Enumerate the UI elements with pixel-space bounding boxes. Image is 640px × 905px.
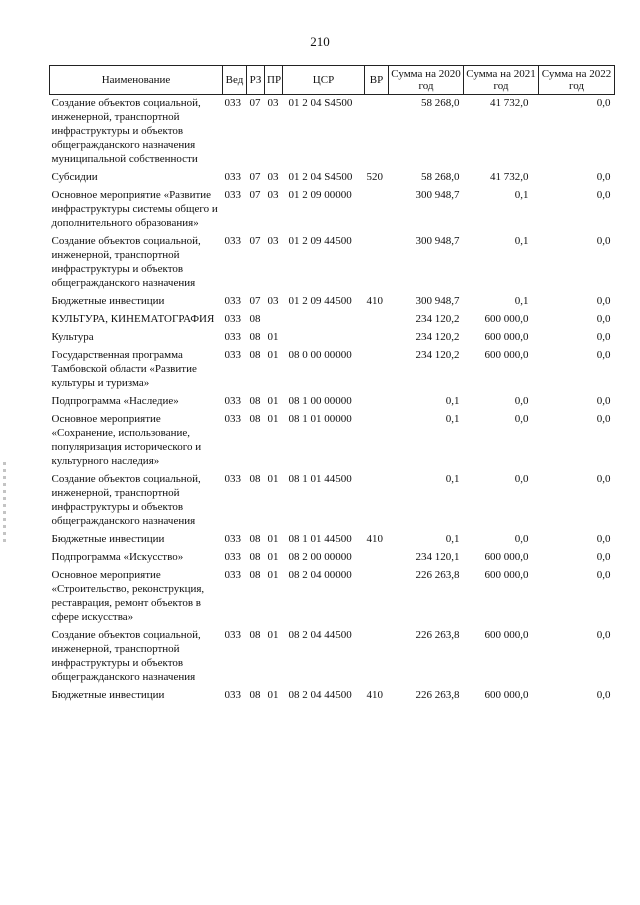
cell-vr bbox=[365, 311, 389, 329]
table-row bbox=[50, 347, 615, 393]
cell-sum-2020: 226 263,8 bbox=[415, 629, 460, 641]
cell-csr: 08 2 04 44500 bbox=[288, 629, 352, 641]
cell-sum-2021: 600 000,0 bbox=[484, 569, 529, 581]
cell-sum-2021: 600 000,0 bbox=[484, 629, 529, 641]
table-body bbox=[50, 95, 615, 706]
header-sum-2022: Сумма на 2022 год bbox=[539, 66, 615, 95]
cell-rz: 07 bbox=[249, 171, 261, 183]
cell-name: Создание объектов социальной, инженерной, транспортной инфраструктуры и объектов общегражданского назначения муниципальной собственности bbox=[51, 97, 201, 165]
cell-vr bbox=[365, 187, 389, 233]
cell-vr: 520 bbox=[366, 171, 383, 183]
cell-rz: 08 bbox=[249, 551, 261, 563]
cell-ved: 033 bbox=[224, 533, 241, 545]
table-row bbox=[50, 393, 615, 411]
cell-sum-2022: 0,0 bbox=[596, 551, 611, 563]
cell-vr bbox=[365, 549, 389, 567]
cell-rz: 08 bbox=[249, 629, 261, 641]
cell-rz: 08 bbox=[249, 313, 261, 325]
cell-csr: 08 1 00 00000 bbox=[288, 395, 352, 407]
cell-rz: 08 bbox=[249, 331, 261, 343]
header-sum-2020: Сумма на 2020 год bbox=[389, 66, 464, 95]
header-rz: РЗ bbox=[247, 66, 265, 95]
cell-pr: 01 bbox=[267, 331, 279, 343]
cell-pr: 03 bbox=[267, 295, 279, 307]
cell-sum-2022: 0,0 bbox=[596, 331, 611, 343]
cell-sum-2020: 234 120,1 bbox=[415, 551, 460, 563]
cell-name: Основное мероприятие «Развитие инфраструктуры системы общего и дополнительного образования» bbox=[51, 189, 218, 229]
cell-pr: 03 bbox=[267, 235, 279, 247]
table-row bbox=[50, 549, 615, 567]
cell-sum-2021: 41 732,0 bbox=[490, 97, 529, 109]
header-ved: Вед bbox=[223, 66, 247, 95]
cell-sum-2021: 600 000,0 bbox=[484, 689, 529, 701]
cell-sum-2021: 41 732,0 bbox=[490, 171, 529, 183]
cell-vr bbox=[365, 95, 389, 170]
cell-name: Бюджетные инвестиции bbox=[51, 533, 165, 545]
cell-rz: 08 bbox=[249, 689, 261, 701]
cell-sum-2021: 600 000,0 bbox=[484, 349, 529, 361]
cell-vr bbox=[365, 411, 389, 471]
cell-csr bbox=[283, 329, 365, 347]
cell-ved: 033 bbox=[224, 551, 241, 563]
cell-rz: 08 bbox=[249, 395, 261, 407]
cell-sum-2022: 0,0 bbox=[596, 569, 611, 581]
cell-name: Культура bbox=[51, 331, 94, 343]
cell-ved: 033 bbox=[224, 97, 241, 109]
table-row bbox=[50, 311, 615, 329]
header-sum-2021: Сумма на 2021 год bbox=[464, 66, 539, 95]
cell-sum-2021: 0,1 bbox=[514, 295, 529, 307]
cell-csr: 08 2 04 44500 bbox=[288, 689, 352, 701]
cell-sum-2020: 0,1 bbox=[445, 413, 460, 425]
cell-ved: 033 bbox=[224, 395, 241, 407]
cell-rz: 08 bbox=[249, 533, 261, 545]
cell-ved: 033 bbox=[224, 629, 241, 641]
table-row bbox=[50, 531, 615, 549]
cell-name: Бюджетные инвестиции bbox=[51, 689, 165, 701]
cell-sum-2022: 0,0 bbox=[596, 349, 611, 361]
cell-ved: 033 bbox=[224, 331, 241, 343]
cell-ved: 033 bbox=[224, 171, 241, 183]
table-header bbox=[50, 66, 615, 95]
budget-table bbox=[49, 65, 615, 705]
cell-name: Основное мероприятие «Сохранение, использование, популяризация исторического и культурного наследия» bbox=[51, 413, 202, 467]
table-row bbox=[50, 95, 615, 170]
cell-sum-2020: 0,1 bbox=[445, 473, 460, 485]
cell-sum-2020: 234 120,2 bbox=[415, 349, 460, 361]
cell-rz: 07 bbox=[249, 295, 261, 307]
table-row bbox=[50, 233, 615, 293]
cell-sum-2021: 0,1 bbox=[514, 189, 529, 201]
cell-sum-2020: 58 268,0 bbox=[421, 97, 460, 109]
cell-sum-2021: 600 000,0 bbox=[484, 331, 529, 343]
cell-name: Основное мероприятие «Строительство, реконструкция, реставрация, ремонт объектов в сфере искусства» bbox=[51, 569, 205, 623]
cell-csr bbox=[283, 311, 365, 329]
cell-sum-2022: 0,0 bbox=[596, 533, 611, 545]
cell-sum-2022: 0,0 bbox=[596, 171, 611, 183]
cell-vr bbox=[365, 471, 389, 531]
cell-pr: 01 bbox=[267, 395, 279, 407]
cell-ved: 033 bbox=[224, 295, 241, 307]
cell-csr: 08 1 01 00000 bbox=[288, 413, 352, 425]
cell-ved: 033 bbox=[224, 349, 241, 361]
cell-name: Бюджетные инвестиции bbox=[51, 295, 165, 307]
cell-pr: 01 bbox=[267, 629, 279, 641]
cell-rz: 08 bbox=[249, 413, 261, 425]
cell-sum-2020: 58 268,0 bbox=[421, 171, 460, 183]
page-number: 210 bbox=[310, 34, 330, 49]
cell-csr: 08 2 04 00000 bbox=[288, 569, 352, 581]
cell-sum-2020: 226 263,8 bbox=[415, 569, 460, 581]
cell-sum-2022: 0,0 bbox=[596, 295, 611, 307]
cell-sum-2022: 0,0 bbox=[596, 689, 611, 701]
margin-scan-mark bbox=[3, 462, 6, 544]
cell-name: Создание объектов социальной, инженерной, транспортной инфраструктуры и объектов общегражданского назначения bbox=[51, 629, 201, 683]
cell-sum-2021: 0,0 bbox=[514, 395, 529, 407]
cell-csr: 01 2 09 44500 bbox=[288, 295, 352, 307]
header-csr: ЦСР bbox=[283, 66, 365, 95]
cell-sum-2022: 0,0 bbox=[596, 395, 611, 407]
cell-sum-2022: 0,0 bbox=[596, 189, 611, 201]
cell-pr: 01 bbox=[267, 349, 279, 361]
cell-csr: 01 2 04 S4500 bbox=[288, 97, 353, 109]
cell-ved: 033 bbox=[224, 569, 241, 581]
cell-pr: 01 bbox=[267, 533, 279, 545]
cell-rz: 07 bbox=[249, 189, 261, 201]
cell-sum-2022: 0,0 bbox=[596, 97, 611, 109]
cell-ved: 033 bbox=[224, 473, 241, 485]
table-row bbox=[50, 471, 615, 531]
cell-sum-2021: 600 000,0 bbox=[484, 551, 529, 563]
cell-csr: 08 2 00 00000 bbox=[288, 551, 352, 563]
cell-rz: 08 bbox=[249, 569, 261, 581]
cell-sum-2020: 0,1 bbox=[445, 533, 460, 545]
table-row bbox=[50, 627, 615, 687]
cell-pr: 03 bbox=[267, 189, 279, 201]
cell-pr bbox=[265, 311, 283, 329]
cell-vr bbox=[365, 393, 389, 411]
cell-sum-2020: 300 948,7 bbox=[415, 295, 460, 307]
cell-name: Подпрограмма «Наследие» bbox=[51, 395, 179, 407]
cell-name: Создание объектов социальной, инженерной, транспортной инфраструктуры и объектов общегражданского назначения bbox=[51, 235, 201, 289]
cell-sum-2022: 0,0 bbox=[596, 313, 611, 325]
cell-pr: 01 bbox=[267, 551, 279, 563]
cell-name: Субсидии bbox=[51, 171, 98, 183]
cell-sum-2021: 0,0 bbox=[514, 413, 529, 425]
cell-sum-2021: 0,0 bbox=[514, 473, 529, 485]
cell-pr: 03 bbox=[267, 97, 279, 109]
cell-name: Создание объектов социальной, инженерной, транспортной инфраструктуры и объектов общегражданского назначения bbox=[51, 473, 201, 527]
cell-ved: 033 bbox=[224, 235, 241, 247]
table-row bbox=[50, 687, 615, 705]
cell-pr: 03 bbox=[267, 171, 279, 183]
cell-rz: 07 bbox=[249, 235, 261, 247]
cell-sum-2021: 0,1 bbox=[514, 235, 529, 247]
cell-rz: 08 bbox=[249, 349, 261, 361]
cell-vr: 410 bbox=[366, 689, 383, 701]
cell-sum-2022: 0,0 bbox=[596, 473, 611, 485]
cell-ved: 033 bbox=[224, 689, 241, 701]
header-pr: ПР bbox=[265, 66, 283, 95]
cell-sum-2022: 0,0 bbox=[596, 413, 611, 425]
cell-vr bbox=[365, 627, 389, 687]
table-row bbox=[50, 567, 615, 627]
cell-rz: 07 bbox=[249, 97, 261, 109]
cell-sum-2020: 300 948,7 bbox=[415, 189, 460, 201]
cell-sum-2022: 0,0 bbox=[596, 629, 611, 641]
cell-pr: 01 bbox=[267, 689, 279, 701]
cell-pr: 01 bbox=[267, 569, 279, 581]
header-vr: ВР bbox=[365, 66, 389, 95]
cell-csr: 01 2 09 44500 bbox=[288, 235, 352, 247]
cell-csr: 08 1 01 44500 bbox=[288, 473, 352, 485]
cell-vr bbox=[365, 347, 389, 393]
cell-sum-2020: 0,1 bbox=[445, 395, 460, 407]
cell-name: КУЛЬТУРА, КИНЕМАТОГРАФИЯ bbox=[51, 313, 215, 325]
cell-vr bbox=[365, 567, 389, 627]
cell-sum-2020: 234 120,2 bbox=[415, 313, 460, 325]
table-row bbox=[50, 169, 615, 187]
table-row bbox=[50, 293, 615, 311]
cell-ved: 033 bbox=[224, 313, 241, 325]
cell-sum-2021: 600 000,0 bbox=[484, 313, 529, 325]
cell-csr: 01 2 09 00000 bbox=[288, 189, 352, 201]
cell-ved: 033 bbox=[224, 189, 241, 201]
cell-sum-2020: 226 263,8 bbox=[415, 689, 460, 701]
cell-pr: 01 bbox=[267, 473, 279, 485]
cell-name: Государственная программа Тамбовской области «Развитие культуры и туризма» bbox=[51, 349, 197, 389]
cell-vr bbox=[365, 233, 389, 293]
cell-sum-2022: 0,0 bbox=[596, 235, 611, 247]
cell-pr: 01 bbox=[267, 413, 279, 425]
cell-csr: 01 2 04 S4500 bbox=[288, 171, 353, 183]
cell-rz: 08 bbox=[249, 473, 261, 485]
table-row bbox=[50, 329, 615, 347]
cell-csr: 08 0 00 00000 bbox=[288, 349, 352, 361]
cell-sum-2020: 234 120,2 bbox=[415, 331, 460, 343]
header-name: Наименование bbox=[50, 66, 223, 95]
cell-csr: 08 1 01 44500 bbox=[288, 533, 352, 545]
cell-name: Подпрограмма «Искусство» bbox=[51, 551, 184, 563]
cell-sum-2021: 0,0 bbox=[514, 533, 529, 545]
cell-sum-2020: 300 948,7 bbox=[415, 235, 460, 247]
table-row bbox=[50, 187, 615, 233]
header-row bbox=[50, 66, 615, 95]
cell-ved: 033 bbox=[224, 413, 241, 425]
cell-vr: 410 bbox=[366, 533, 383, 545]
table-row bbox=[50, 411, 615, 471]
cell-vr bbox=[365, 329, 389, 347]
cell-vr: 410 bbox=[366, 295, 383, 307]
